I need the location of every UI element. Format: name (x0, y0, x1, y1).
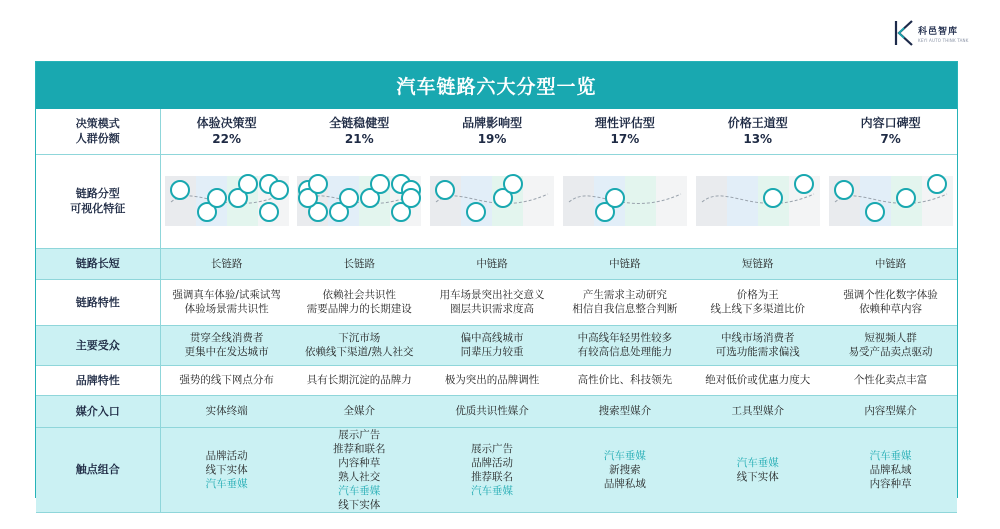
type-share: 7% (880, 132, 901, 147)
touchpoint: 线下实体 (338, 498, 381, 511)
cell-line: 具有长期沉淀的品牌力 (306, 374, 412, 386)
row-label (36, 395, 160, 427)
brand-tagline: KEYI AUTO THINK TANK (918, 37, 969, 43)
cell-line: 搜索型媒介 (598, 405, 652, 417)
touchpoint-highlight: 汽车垂媒 (338, 484, 381, 497)
table-cell (160, 279, 293, 325)
viz-cell (293, 154, 426, 248)
type-name: 理性评估型 (594, 116, 655, 131)
type-share: 13% (743, 132, 773, 147)
touchpoint: 推荐联名 (471, 470, 514, 483)
cell-line: 圈层共识需求度高 (450, 303, 535, 315)
touchpoint-highlight: 汽车垂媒 (736, 456, 779, 469)
table-cell (558, 279, 691, 325)
type-name: 体验决策型 (196, 116, 257, 131)
cell-line: 体验场景需共识性 (184, 303, 269, 315)
viz-cell (160, 154, 293, 248)
table-cell (426, 248, 559, 279)
touchpoint-highlight: 汽车垂媒 (471, 484, 514, 497)
touchpoint: 线下实体 (736, 470, 779, 483)
table-cell (293, 395, 426, 427)
viz-cell (824, 154, 957, 248)
table-cell (293, 325, 426, 365)
touchpoint: 内容种草 (869, 477, 912, 490)
type-name: 品牌影响型 (462, 116, 523, 131)
cell-line: 贯穿全线消费者 (189, 332, 264, 344)
touchpoint: 新搜索 (609, 463, 641, 476)
cell-line: 偏中高线城市 (460, 332, 524, 344)
touchpoint-node (371, 175, 389, 193)
type-share: 21% (344, 132, 374, 147)
type-name: 全链稳健型 (329, 116, 390, 131)
touchpoint: 品牌活动 (205, 449, 248, 462)
cell-line: 中链路 (874, 257, 907, 270)
touchpoint-node (764, 189, 782, 207)
table-cell (160, 325, 293, 365)
cell-line: 可选功能需求偏浅 (715, 346, 800, 358)
cell-line: 更集中在发达城市 (184, 346, 269, 358)
type-share: 17% (610, 132, 640, 147)
row-label (36, 325, 160, 365)
touchpoint-highlight: 汽车垂媒 (205, 477, 248, 490)
touchpoint-line (828, 477, 953, 491)
row-label (36, 365, 160, 395)
table-cell (293, 365, 426, 395)
touchpoint-cell (426, 427, 559, 512)
cell-line: 高性价比、科技领先 (577, 374, 673, 386)
cell-line: 同辈压力较重 (460, 346, 524, 358)
row-label (36, 279, 160, 325)
link-viz (430, 172, 554, 230)
cell-line: 线上线下多渠道比价 (710, 303, 805, 315)
table-cell (691, 395, 824, 427)
brand-name: 科邑智库 (918, 26, 959, 37)
stage-band (656, 176, 687, 226)
touchpoint-node (309, 175, 327, 193)
table-cell (160, 248, 293, 279)
column-header (293, 109, 426, 154)
touchpoint-line (430, 442, 555, 470)
table-cell (426, 365, 559, 395)
cell-line: 长链路 (210, 257, 243, 270)
touchpoint-node (795, 175, 813, 193)
comparison-table (36, 109, 957, 513)
stage-band (625, 176, 656, 226)
cell-line: 实体终端 (205, 405, 248, 417)
cell-line: 产生需求主动研究 (582, 289, 667, 301)
page-title: 汽车链路六大分型一览 (396, 76, 597, 98)
touchpoint: 品牌私域 (603, 477, 646, 490)
column-header (691, 109, 824, 154)
row-label (36, 154, 160, 248)
touchpoint-highlight: 汽车垂媒 (869, 449, 912, 462)
cell-line: 长链路 (343, 257, 375, 270)
table-cell (824, 365, 957, 395)
touchpoint-node (606, 189, 624, 207)
touchpoint-line (430, 470, 555, 498)
table-cell (558, 395, 691, 427)
touchpoint-node (239, 175, 257, 193)
touchpoint: 展示广告 (471, 442, 514, 455)
row-label-line: 触点组合 (75, 463, 120, 476)
cell-line: 中高线年轻男性较多 (577, 332, 673, 344)
data-row (36, 365, 957, 395)
touchpoint-node (208, 189, 226, 207)
touchpoint-line (165, 449, 289, 477)
stage-band (563, 176, 594, 226)
touchpoint-highlight: 汽车垂媒 (603, 449, 646, 462)
row-label (36, 248, 160, 279)
touchpoint-cell (160, 427, 293, 512)
cell-line: 相信自我信息整合判断 (572, 303, 678, 315)
data-row (36, 279, 957, 325)
row-label-line: 决策模式 (75, 117, 120, 131)
cell-line: 易受产品卖点驱动 (848, 346, 933, 358)
table-cell (558, 248, 691, 279)
table-cell (293, 248, 426, 279)
cell-line: 依赖种草内容 (859, 303, 923, 315)
column-header (160, 109, 293, 154)
table-cell (824, 248, 957, 279)
link-viz (829, 172, 953, 230)
touchpoint-line (562, 463, 687, 491)
touchpoint-node (866, 203, 884, 221)
row-label-line: 媒介入口 (75, 404, 120, 418)
viz-cell (558, 154, 691, 248)
table-cell (558, 365, 691, 395)
touchpoint-line (297, 484, 422, 512)
viz-row (36, 154, 957, 248)
type-name: 价格王道型 (727, 116, 788, 131)
touchpoint-node (835, 181, 853, 199)
stage-band (727, 176, 758, 226)
table-cell (426, 325, 559, 365)
k-logo-icon (893, 19, 915, 47)
touchpoint: 品牌活动 (471, 456, 514, 469)
row-label-line: 可视化特征 (70, 202, 126, 215)
table-cell (160, 395, 293, 427)
table-cell (824, 279, 957, 325)
table-cell (691, 365, 824, 395)
table-cell (691, 248, 824, 279)
type-share: 22% (212, 132, 242, 147)
cell-line: 下沉市场 (338, 332, 381, 344)
brand-logo (893, 18, 973, 48)
touchpoint-node (436, 181, 454, 199)
touchpoint: 内容种草 (338, 456, 381, 469)
cell-line: 短链路 (741, 257, 774, 270)
cell-line: 绝对低价或优惠力度大 (705, 374, 811, 386)
cell-line: 中链路 (476, 257, 508, 270)
touchpoint: 线下实体 (205, 463, 248, 476)
touchpoint-node (504, 175, 522, 193)
viz-cell (691, 154, 824, 248)
touchpoint-node (171, 181, 189, 199)
touchpoint: 熟人社交 (338, 470, 381, 483)
touchpoint-node (402, 189, 420, 207)
title-bar (36, 62, 957, 109)
touchpoint-cell (824, 427, 957, 512)
cell-line: 极为突出的品牌调性 (444, 374, 540, 386)
touchpoint-line (297, 456, 422, 484)
touchpoint-row (36, 427, 957, 512)
touchpoint-line (562, 449, 687, 463)
column-header (824, 109, 957, 154)
stage-band (696, 176, 727, 226)
cell-line: 中链路 (609, 257, 641, 270)
row-label-line: 品牌特性 (75, 373, 120, 387)
cell-line: 用车场景突出社交意义 (439, 289, 545, 301)
cell-line: 有较高信息处理能力 (577, 346, 673, 358)
touchpoint-node (928, 175, 946, 193)
row-label-line: 人群份额 (75, 132, 120, 146)
row-label-line: 链路特性 (75, 295, 120, 309)
row-label-line: 链路长短 (75, 257, 120, 270)
link-viz (563, 172, 687, 230)
touchpoint-line (695, 456, 820, 470)
touchpoint: 推荐和联名 (332, 442, 386, 455)
table-cell (824, 395, 957, 427)
table-cell (691, 279, 824, 325)
cell-line: 强调个性化数字体验 (843, 289, 938, 301)
cell-line: 个性化卖点丰富 (853, 374, 928, 386)
touchpoint: 展示广告 (338, 428, 381, 441)
touchpoint-line (297, 428, 422, 456)
cell-line: 优质共识性媒介 (455, 405, 529, 417)
cell-line: 内容型媒介 (864, 405, 917, 417)
touchpoint-line (165, 477, 289, 491)
row-label-line: 链路分型 (75, 187, 120, 200)
data-row (36, 325, 957, 365)
touchpoint-node (897, 189, 915, 207)
row-label (36, 109, 160, 154)
touchpoint-node (270, 181, 288, 199)
header-row (36, 109, 957, 154)
row-label-line: 主要受众 (75, 338, 120, 352)
cell-line: 强调真车体验/试乘试驾 (172, 289, 281, 301)
cell-line: 强势的线下网点分布 (179, 374, 274, 386)
data-row (36, 395, 957, 427)
cell-line: 中线市场消费者 (720, 332, 795, 344)
table-cell (824, 325, 957, 365)
table-cell (160, 365, 293, 395)
touchpoint: 品牌私域 (869, 463, 912, 476)
touchpoint-line (695, 470, 820, 484)
cell-line: 短视频人群 (864, 332, 917, 344)
touchpoint-line (828, 449, 953, 477)
link-viz (696, 172, 820, 230)
touchpoint-node (467, 203, 485, 221)
row-label (36, 427, 160, 512)
cell-line: 依赖线下渠道/熟人社交 (304, 346, 414, 358)
column-header (558, 109, 691, 154)
type-name: 内容口碑型 (860, 116, 921, 131)
table-cell (426, 395, 559, 427)
table-cell (691, 325, 824, 365)
stage-band (523, 176, 554, 226)
touchpoint-cell (691, 427, 824, 512)
cell-line: 价格为王 (736, 289, 779, 301)
touchpoint-node (340, 189, 358, 207)
link-viz (297, 172, 421, 230)
comparison-panel (35, 61, 958, 511)
viz-cell (426, 154, 559, 248)
cell-line: 依赖社会共识性 (322, 289, 396, 301)
touchpoint-cell (558, 427, 691, 512)
link-viz (165, 172, 289, 230)
column-header (426, 109, 559, 154)
touchpoint-cell (293, 427, 426, 512)
table-cell (293, 279, 426, 325)
type-share: 19% (477, 132, 507, 147)
cell-line: 全媒介 (343, 405, 375, 417)
table-cell (426, 279, 559, 325)
cell-line: 需要品牌力的长期建设 (306, 303, 412, 315)
data-row (36, 248, 957, 279)
table-cell (558, 325, 691, 365)
cell-line: 工具型媒介 (731, 405, 784, 417)
touchpoint-node (260, 203, 278, 221)
